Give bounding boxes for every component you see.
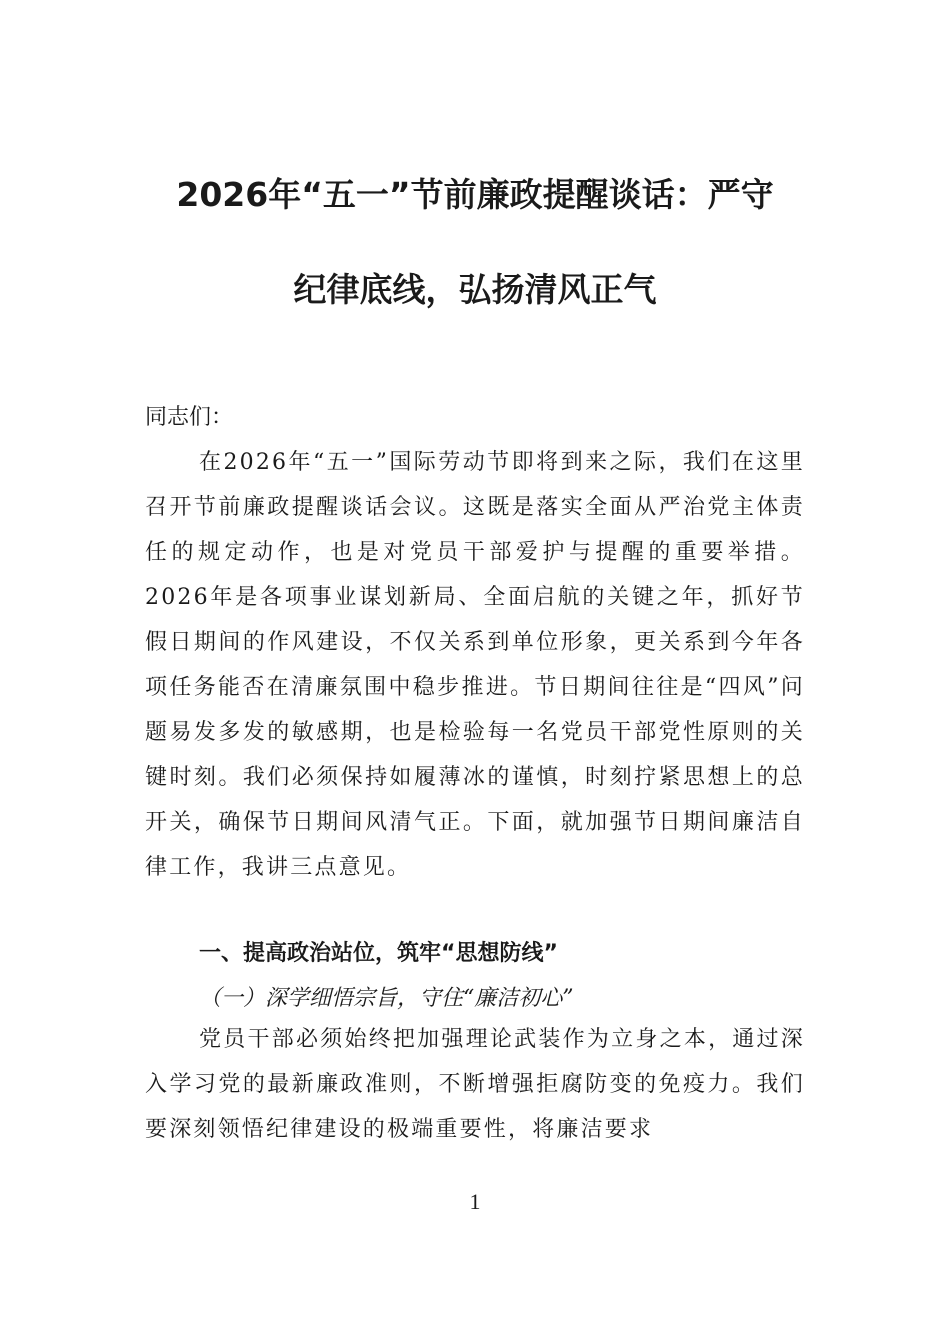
body-paragraph-2: 党员干部必须始终把加强理论武装作为立身之本，通过深入学习党的最新廉政准则，不断增强拒腐防变的免疫力。我们要深刻领悟纪律建设的极端重要性，将廉洁要求: [145, 1027, 805, 1142]
title-line-2: 纪律底线，弘扬清风正气: [293, 270, 657, 309]
section-heading-1: 一、提高政治站位，筑牢“思想防线”: [199, 941, 558, 966]
greeting: 同志们：: [145, 405, 234, 430]
page-number: 1: [469, 1189, 481, 1214]
body-paragraph-1: 在2026年“五一”国际劳动节即将到来之际，我们在这里召开节前廉政提醒谈话会议。这既是落实全面从严治党主体责任的规定动作，也是对党员干部爱护与提醒的重要举措。2026年是各项事业谋划新局、全面启航的关键之年，抓好节假日期间的作风建设，不仅关系到单位形象，更关系到今年各项任务能否在清廉氛围中稳步推进。节日期间往往是“四风”问题易发多发的敏感期，也是检验每一名党员干部党性原则的关键时刻。我们必须保持如履薄冰的谨慎，时刻拧紧思想上的总开关，确保节日期间风清气正。下面，就加强节日期间廉洁自律工作，我讲三点意见。: [145, 450, 805, 880]
subsection-heading-1: （一）深学细悟宗旨，守住“廉洁初心”: [199, 986, 574, 1011]
title-line-1: 2026年“五一”节前廉政提醒谈话：严守: [176, 175, 774, 214]
